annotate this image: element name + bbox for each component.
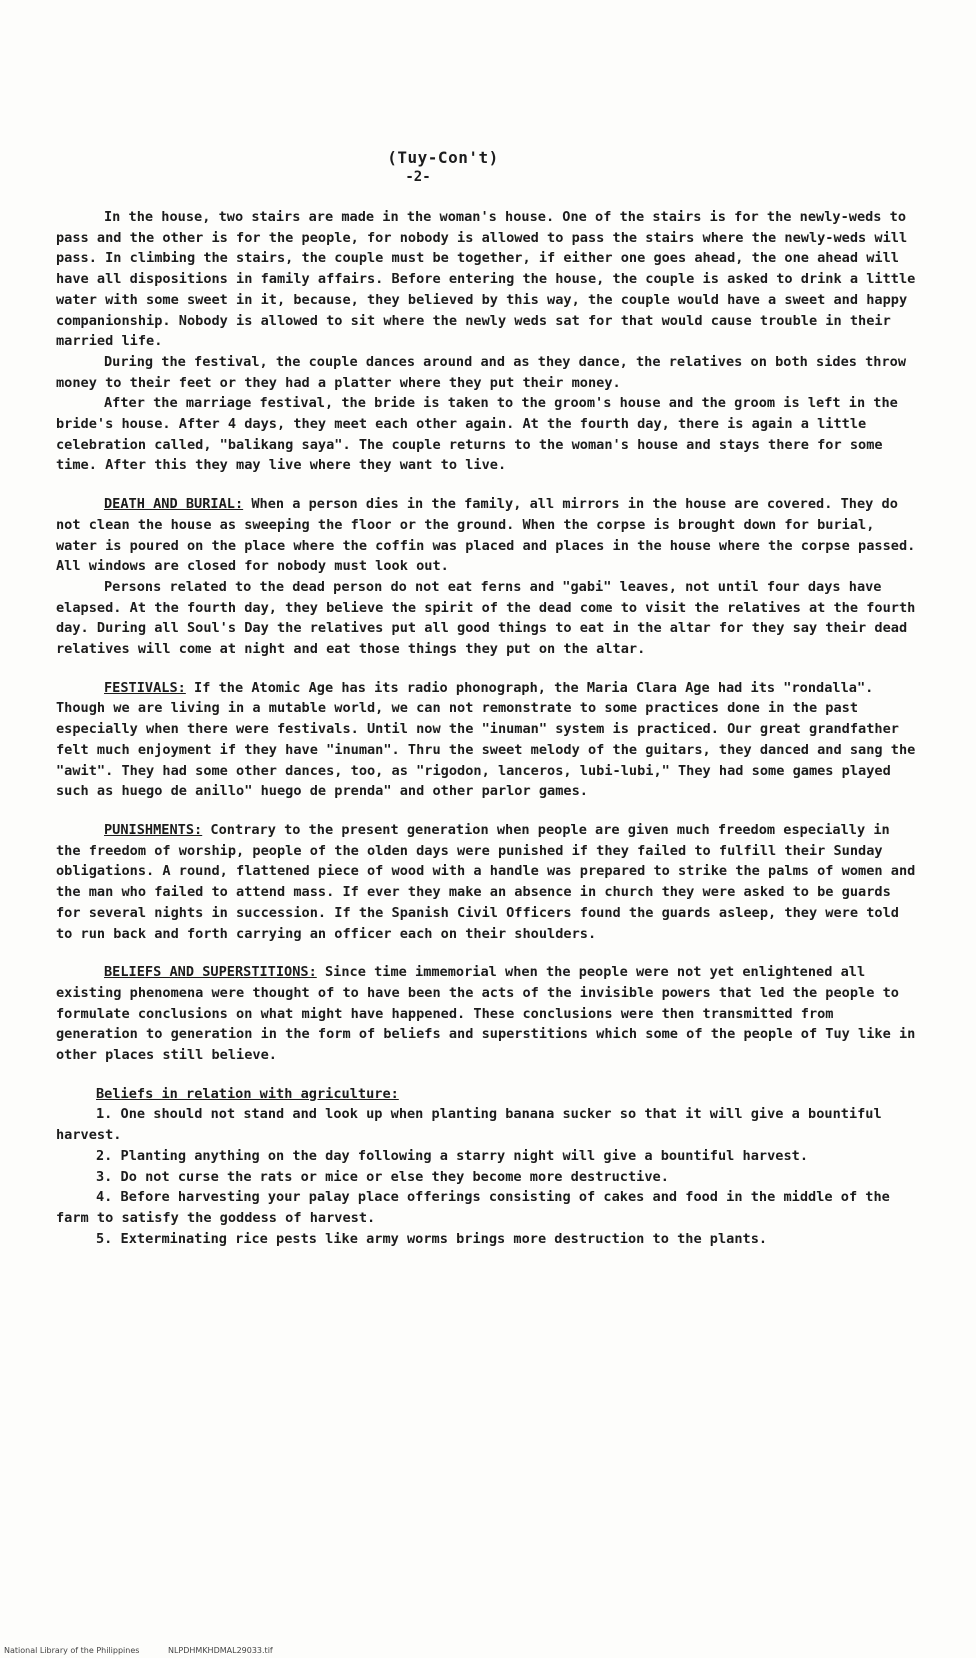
agriculture-item-2: 2. Planting anything on the day following a starry night will give a bountiful harvest. (96, 1147, 809, 1164)
document-body (56, 207, 916, 1249)
death-text-1: When a person dies in the family, all mirrors in the house are covered. They do not clean the house as sweeping the floor or the ground. When the corpse is brought down for burial, water is poured on the place where the coffin was placed and places in the house where the corpse passed. All windows are closed for nobody must look out. (56, 496, 916, 575)
punishments-heading: PUNISHMENTS: (104, 821, 203, 838)
festivals-heading: FESTIVALS: (104, 679, 186, 696)
agriculture-item-5: 5. Exterminating rice pests like army worms brings more destruction to the plants. (96, 1230, 768, 1247)
scan-footer (4, 1646, 299, 1655)
punishments-section (56, 820, 916, 944)
beliefs-heading: BELIEFS AND SUPERSTITIONS: (104, 964, 317, 981)
page-number: -2- (405, 169, 431, 185)
beliefs-text: Since time immemorial when the people were not yet enlightened all existing phenomena were thought of to have been the acts of the invisible powers that led the people to formulate conclusions on what might have happened. These conclusions were then transmitted from generation to generation in the form of beliefs and superstitions which some of the people of Tuy like in other places still believe. (56, 964, 916, 1064)
marriage-paragraph-1: In the house, two stairs are made in the woman's house. One of the stairs is for the newly-weds to pass and the other is for the people, for nobody is allowed to pass the stairs where the newly-weds will pass. In climbing the stairs, the couple must be together, if either one goes ahead, the one ahead will have all dispositions in family affairs. Before entering the house, the couple is asked to drink a little water with some sweet in it, because, they believed by this way, the couple would have a sweet and happy companionship. Nobody is allowed to sit where the newly weds sat for that would cause trouble in their married life. (56, 209, 916, 350)
agriculture-item-1: 1. One should not stand and look up when planting banana sucker so that it will give a bountiful harvest. (56, 1106, 882, 1144)
marriage-paragraph-2: During the festival, the couple dances around and as they dance, the relatives on both sides throw money to their feet or they had a platter where they put their money. (56, 353, 907, 391)
death-heading: DEATH AND BURIAL: (104, 496, 244, 513)
marriage-paragraph-3: After the marriage festival, the bride is taken to the groom's house and the groom is left in the bride's house. After 4 days, they meet each other again. At the fourth day, there is again a little celebration called, "balikang saya". The couple returns to the woman's house and stays there for some time. After this they may live where they want to live. (56, 395, 898, 474)
agriculture-item-4: 4. Before harvesting your palay place offerings consisting of cakes and food in the middle of the farm to satisfy the goddess of harvest. (56, 1189, 890, 1226)
footer-library: National Library of the Philippines (4, 1646, 140, 1655)
beliefs-section (56, 962, 916, 1066)
punishments-text: Contrary to the present generation when people are given much freedom especially in the freedom of worship, people of the olden days were punished if they failed to fulfill their Sunday obligations. A round, flattened piece of wood with a handle was prepared to strike the palms of women and the man who failed to attend mass. If ever they make an absence in church they were asked to be guards for several nights in succession. If the Spanish Civil Officers found the guards asleep, they were told to run back and forth carrying an officer each on their shoulders. (56, 821, 916, 942)
agriculture-heading: Beliefs in relation with agriculture: (96, 1085, 399, 1102)
festivals-section (56, 678, 916, 802)
death-paragraph-2: Persons related to the dead person do not eat ferns and "gabi" leaves, not until four days have elapsed. At the fourth day, they believe the spirit of the dead come to visit the relatives at the fourth day. During all Soul's Day the relatives put all good things to eat in the altar for they say their dead relatives will come at night and eat those things they put on the altar. (56, 578, 916, 658)
festivals-text: If the Atomic Age has its radio phonograph, the Maria Clara Age had its "rondalla". Though we are living in a mutable world, we can not remonstrate to some practices done in the past especially when there were festivals. Until now the "inuman" system is practiced. Our great grandfather felt much enjoyment if they have "inuman". Thru the sweet melody of the guitars, they danced and sang the "awit". They had some other dances, too, as "rigodon, lanceros, lubi-lubi," They had some games played such as huego de anillo" huego de prenda" and other parlor games. (56, 679, 916, 800)
footer-file: NLPDHMKHDMAL29033.tif (167, 1646, 273, 1655)
death-section (56, 494, 916, 577)
agriculture-item-3: 3. Do not curse the rats or mice or else they become more destructive. (96, 1168, 669, 1185)
page-title: (Tuy-Con't) (387, 148, 499, 167)
page-header (0, 148, 976, 185)
